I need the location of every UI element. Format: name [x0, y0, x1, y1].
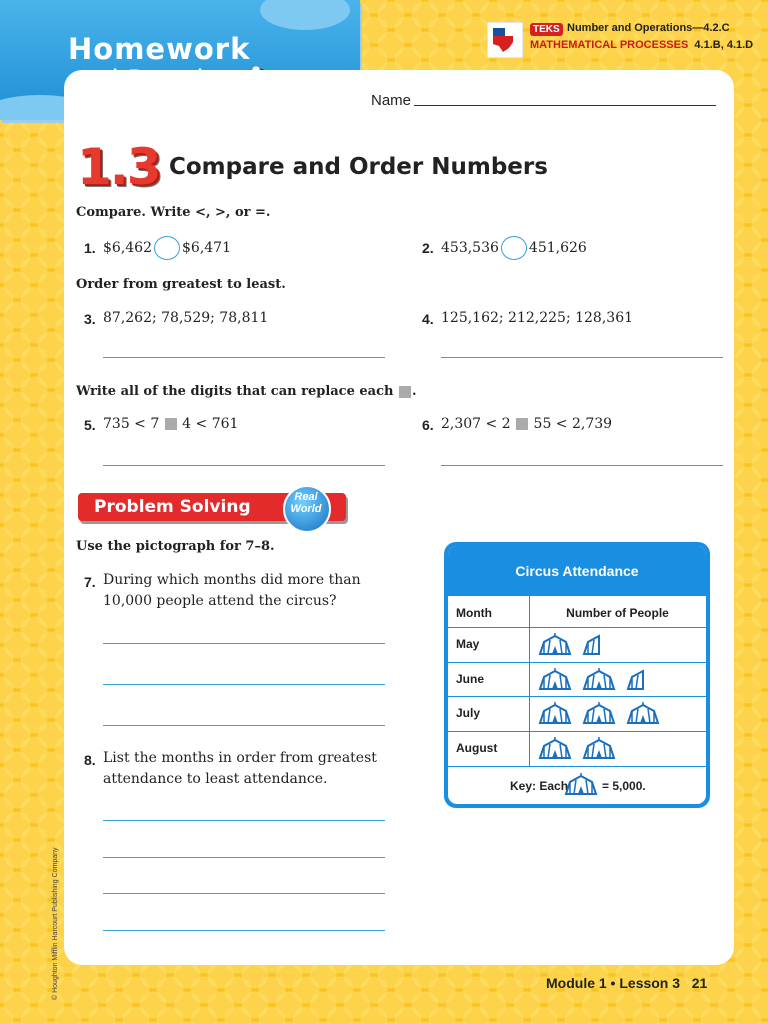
tent-icon — [538, 667, 572, 691]
question-1 — [103, 236, 231, 260]
pictograph-month-label: July — [456, 706, 481, 720]
question-5 — [103, 414, 238, 435]
badge-line2: World — [290, 503, 322, 515]
key-tent-holder — [564, 772, 598, 799]
q2-left: 453,536 — [441, 240, 499, 256]
teks-processes — [530, 39, 753, 51]
question-3: 87,262; 78,529; 78,811 — [103, 310, 269, 326]
q8-answer-line[interactable] — [103, 930, 385, 931]
pictograph-month-label: June — [456, 672, 485, 686]
q8-answer-line[interactable] — [103, 820, 385, 821]
q7-line1: During which months did more than — [103, 572, 361, 588]
pictograph-month-label: August — [456, 741, 498, 755]
pictograph-month-label: May — [456, 637, 480, 651]
teks-badge: TEKS — [530, 23, 563, 36]
half-tent-icon — [626, 667, 660, 691]
lesson-number: 1.3 — [77, 138, 160, 196]
q2-compare-field[interactable] — [501, 236, 527, 260]
texas-flag-icon — [487, 22, 523, 58]
pictograph-instruction: Use the pictograph for 7–8. — [76, 539, 275, 554]
question-2 — [441, 236, 587, 260]
q8-line2: attendance to least attendance. — [103, 771, 328, 787]
page-number: 21 — [691, 975, 708, 991]
table-rule — [448, 662, 706, 663]
pictograph-title: Circus Attendance — [448, 546, 706, 596]
key-label: Key: Each — [510, 779, 569, 793]
q1-compare-field[interactable] — [154, 236, 180, 260]
cloud-decoration — [260, 0, 350, 30]
gray-square-icon — [516, 418, 528, 430]
table-rule — [448, 696, 706, 697]
real-world-badge — [286, 491, 326, 515]
badge-line1: Real — [294, 491, 318, 503]
circus-attendance-pictograph — [448, 546, 706, 804]
header-title-line1: Homework — [68, 32, 251, 66]
q2-right: 451,626 — [528, 240, 587, 256]
pictograph-key — [448, 766, 706, 804]
question-number: 1. — [84, 240, 96, 256]
question-number: 3. — [84, 311, 96, 327]
column-header-people: Number of People — [566, 606, 669, 620]
table-rule — [448, 731, 706, 732]
name-field[interactable] — [414, 105, 716, 106]
digits-instruction-text: Write all of the digits that can replace each — [76, 384, 394, 399]
q5-pre: 735 < 7 — [103, 416, 160, 432]
processes-codes: 4.1.B, 4.1.D — [694, 39, 754, 51]
question-number: 6. — [422, 417, 434, 433]
problem-solving-banner — [78, 491, 346, 525]
name-label: Name — [371, 92, 412, 109]
q3-answer-line[interactable] — [103, 357, 385, 358]
question-4: 125,162; 212,225; 128,361 — [441, 310, 634, 326]
q7-answer-line[interactable] — [103, 725, 385, 726]
q1-left: $6,462 — [103, 240, 152, 256]
tent-icon — [582, 736, 616, 760]
tent-icon — [582, 701, 616, 725]
q8-line1: List the months in order from greatest — [103, 750, 377, 766]
question-number: 4. — [422, 311, 434, 327]
q4-answer-line[interactable] — [441, 357, 723, 358]
key-value: = 5,000. — [602, 779, 646, 793]
tent-icon — [538, 736, 572, 760]
q6-pre: 2,307 < 2 — [441, 416, 511, 432]
q7-answer-line[interactable] — [103, 643, 385, 644]
gray-square-icon — [399, 386, 411, 398]
compare-instruction: Compare. Write <, >, or =. — [76, 205, 271, 220]
processes-label: MATHEMATICAL PROCESSES — [530, 39, 689, 51]
digits-instruction-end: . — [411, 384, 417, 399]
copyright-notice: © Houghton Mifflin Harcourt Publishing Company — [52, 847, 59, 1000]
tent-icon — [538, 701, 572, 725]
q8-answer-line[interactable] — [103, 893, 385, 894]
question-number: 5. — [84, 417, 96, 433]
question-6 — [441, 414, 612, 435]
column-header-month: Month — [456, 606, 492, 620]
lesson-title: Compare and Order Numbers — [169, 154, 548, 180]
tent-icon — [538, 632, 572, 656]
banner-label: Problem Solving — [94, 497, 251, 517]
page-footer — [546, 975, 707, 991]
tent-icon — [626, 701, 660, 725]
teks-standard: Number and Operations—4.2.C — [567, 22, 730, 34]
q1-right: $6,471 — [182, 240, 231, 256]
question-7 — [103, 570, 361, 612]
half-tent-icon — [582, 632, 616, 656]
q7-answer-line[interactable] — [103, 684, 385, 685]
table-rule — [448, 627, 706, 628]
q5-post: 4 < 761 — [182, 416, 239, 432]
column-divider — [529, 596, 530, 766]
question-number: 8. — [84, 752, 96, 768]
tent-icon — [582, 667, 616, 691]
key-tent-icon — [564, 772, 598, 796]
question-number: 2. — [422, 240, 434, 256]
q7-line2: 10,000 people attend the circus? — [103, 593, 337, 609]
q5-answer-line[interactable] — [103, 465, 385, 466]
module-lesson: Module 1 • Lesson 3 — [546, 975, 681, 991]
question-number: 7. — [84, 574, 96, 590]
q6-answer-line[interactable] — [441, 465, 723, 466]
question-8 — [103, 748, 377, 790]
digits-instruction — [76, 384, 417, 399]
q6-post: 55 < 2,739 — [533, 416, 613, 432]
gray-square-icon — [165, 418, 177, 430]
q8-answer-line[interactable] — [103, 857, 385, 858]
order-instruction: Order from greatest to least. — [76, 277, 286, 292]
